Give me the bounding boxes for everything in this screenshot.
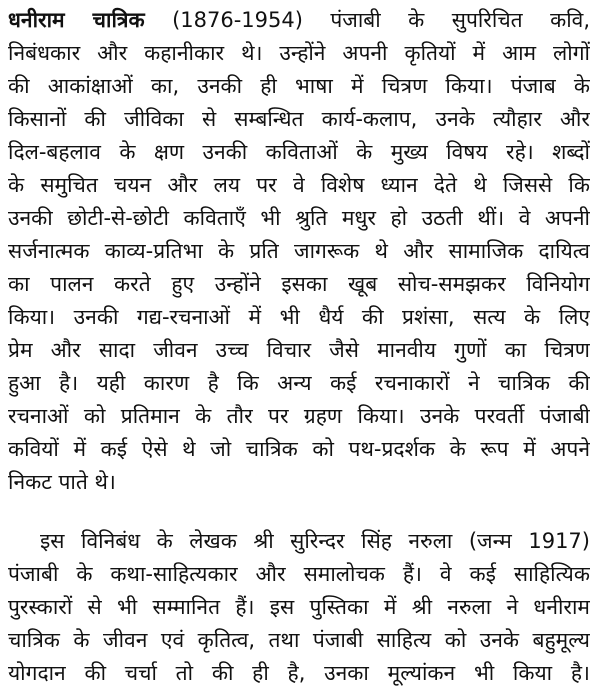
- paragraph-line: इस विनिबंध के लेखक श्री सुरिन्दर सिंह नरुला (जन्म 1917): [40, 529, 590, 553]
- paragraph-line: दिल-बहलाव के क्षण उनकी कविताओं के मुख्य विषय रहे। शब्दों: [8, 140, 590, 164]
- paragraph-line: किसानों की जीविका से सम्बन्धित कार्य-कलाप, उनके त्यौहार और: [8, 107, 590, 131]
- paragraph-line: की आकांक्षाओं का, उनकी ही भाषा में चित्रण किया। पंजाब के: [8, 74, 590, 98]
- paragraph-line: पुरस्कारों से भी सम्मानित हैं। इस पुस्तिका में श्री नरुला ने धनीराम: [8, 595, 590, 619]
- author-dates: (1876-1954) पंजाबी के सुपरिचित कवि,: [172, 8, 590, 32]
- paragraph-line: चात्रिक के जीवन एवं कृतित्व, तथा पंजाबी साहित्य को उनके बहुमूल्य: [8, 628, 590, 652]
- paragraph-line: पंजाबी के कथा-साहित्यकार और समालोचक हैं। वे कई साहित्यिक: [8, 562, 590, 586]
- paragraph-line: रचनाओं को प्रतिमान के तौर पर ग्रहण किया। उनके परवर्ती पंजाबी: [8, 404, 590, 428]
- paragraph-line: उनकी छोटी-से-छोटी कविताएँ भी श्रुति मधुर हो उठती थीं। वे अपनी: [8, 206, 590, 230]
- author-name: धनीराम चात्रिक: [8, 8, 145, 32]
- paragraph-line: योगदान की चर्चा तो की ही है, उनका मूल्यांकन भी किया है।: [8, 661, 590, 685]
- paragraph-line: प्रेम और सादा जीवन उच्च विचार जैसे मानवीय गुणों का चित्रण: [8, 338, 590, 362]
- paragraph-line: का पालन करते हुए उन्होंने इसका खूब सोच-समझकर विनियोग: [8, 272, 590, 296]
- paragraph-line: के समुचित चयन और लय पर वे विशेष ध्यान देते थे जिससे कि: [8, 173, 590, 197]
- paragraph-gap: [8, 499, 590, 525]
- paragraph-monograph-author: [8, 525, 590, 690]
- paragraph-line: निबंधकार और कहानीकार थे। उन्होंने अपनी कृतियों में आम लोगों: [8, 41, 590, 65]
- paragraph-line: किया। उनकी गद्य-रचनाओं में भी धैर्य की प्रशंसा, सत्य के लिए: [8, 305, 590, 329]
- paragraph-line: हुआ है। यही कारण है कि अन्य कई रचनाकारों ने चात्रिक की: [8, 371, 590, 395]
- paragraph-line: सर्जनात्मक काव्य-प्रतिभा के प्रति जागरूक थे और सामाजिक दायित्व: [8, 239, 590, 263]
- paragraph-line: [8, 4, 590, 37]
- paragraph-line: कवियों में कई ऐसे थे जो चात्रिक को पथ-प्रदर्शक के रूप में अपने: [8, 437, 590, 461]
- paragraph-line: निकट पाते थे।: [8, 470, 116, 494]
- paragraph-chatrik-biography: [8, 4, 590, 499]
